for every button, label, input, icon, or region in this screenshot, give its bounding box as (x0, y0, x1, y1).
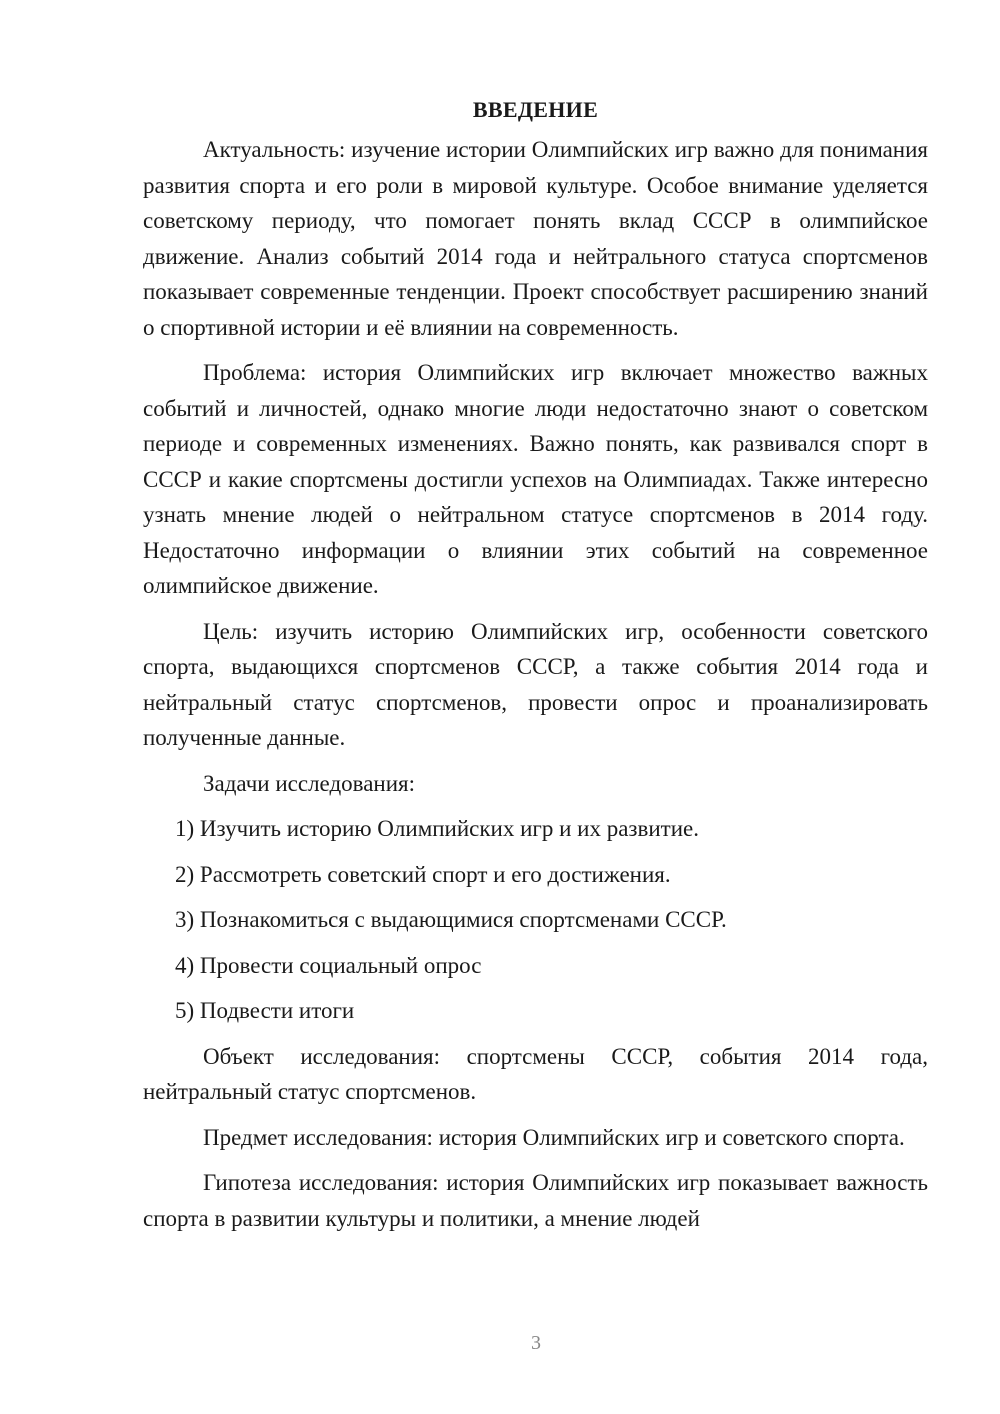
task-item: 3) Познакомиться с выдающимися спортсменами СССР. (175, 907, 727, 932)
relevance-paragraph: Актуальность: изучение истории Олимпийских игр важно для понимания развития спорта и его роли в мировой культуре. Особое внимание уделяется советскому периоду, что помогает понять вклад СССР в олимпийское движение. Анализ событий 2014 года и нейтрального статуса спортсменов показывает современные тенденции. Проект способствует расширению знаний о спортивной истории и её влиянии на современность. (143, 137, 928, 340)
tasks-list (143, 811, 928, 1029)
task-item: 5) Подвести итоги (175, 998, 355, 1023)
page-title: ВВЕДЕНИЕ (472, 97, 599, 122)
hypothesis-paragraph: Гипотеза исследования: история Олимпийских игр показывает важность спорта в развитии культуры и политики, а мнение людей (143, 1170, 928, 1231)
subject-paragraph: Предмет исследования: история Олимпийских игр и советского спорта. (203, 1124, 905, 1150)
object-paragraph: Объект исследования: спортсмены СССР, события 2014 года, нейтральный статус спортсменов. (143, 1043, 928, 1104)
document-page (143, 92, 928, 1246)
task-item: 4) Провести социальный опрос (175, 952, 482, 978)
page-number: 3 (531, 1332, 541, 1354)
task-item: 2) Рассмотреть советский спорт и его достижения. (175, 861, 671, 887)
goal-paragraph: Цель: изучить историю Олимпийских игр, особенности советского спорта, выдающихся спортсменов СССР, а также события 2014 года и нейтральный статус спортсменов, провести опрос и проанализировать полученные данные. (143, 618, 928, 750)
problem-paragraph: Проблема: история Олимпийских игр включает множество важных событий и личностей, однако многие люди недостаточно знают о советском периоде и современных изменениях. Важно понять, как развивался спорт в СССР и какие спортсмены достигли успехов на Олимпиадах. Также интересно узнать мнение людей о нейтральном статусе спортсменов в 2014 году. Недостаточно информации о влиянии этих событий на современное олимпийское движение. (143, 360, 928, 598)
task-item: 1) Изучить историю Олимпийских игр и их развитие. (175, 816, 700, 841)
tasks-heading: Задачи исследования: (203, 770, 416, 796)
